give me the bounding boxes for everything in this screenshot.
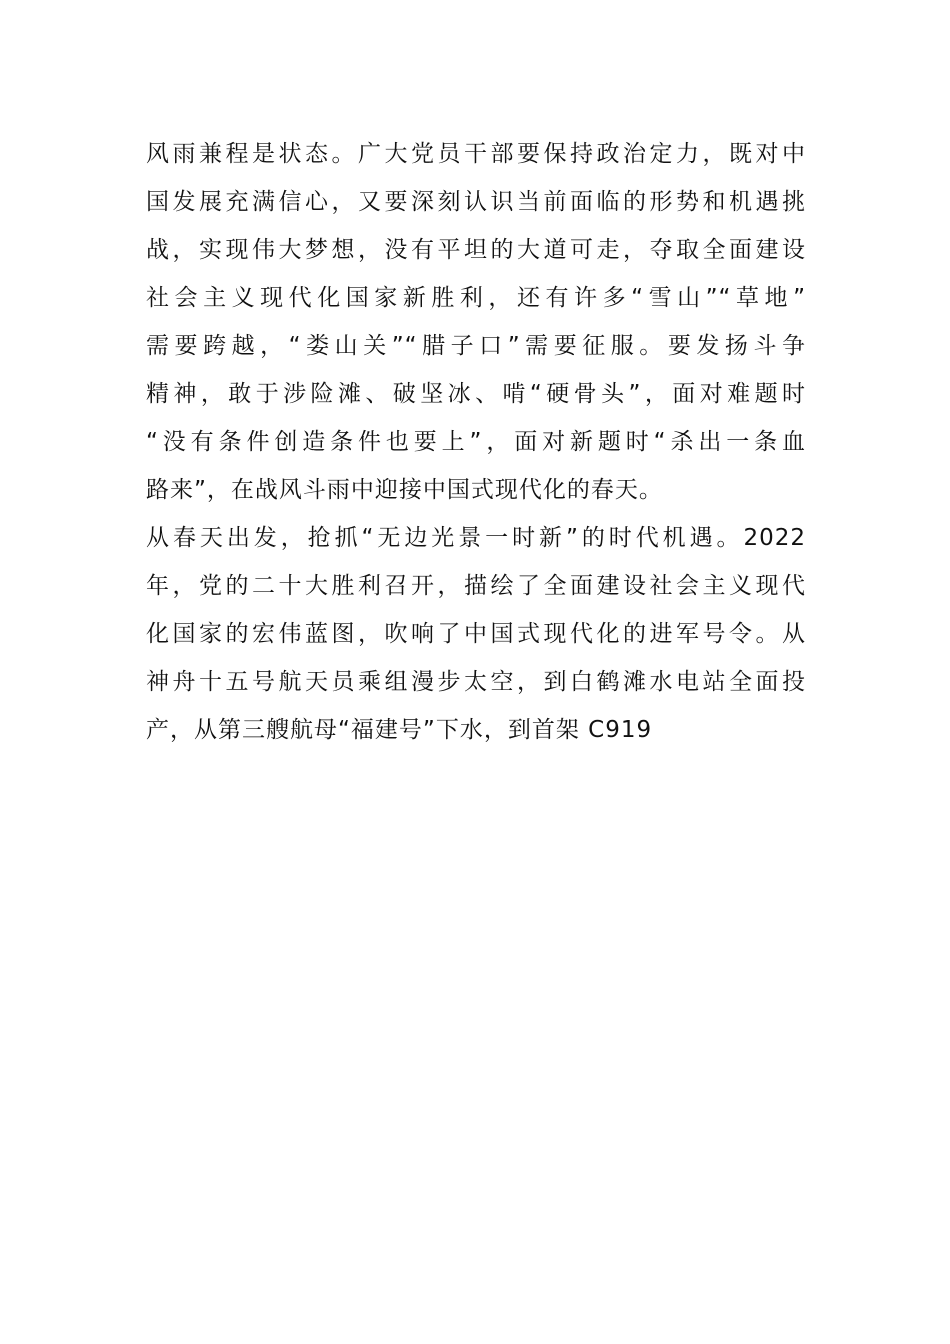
document-body bbox=[146, 130, 806, 754]
paragraph-2 bbox=[146, 514, 806, 754]
paragraph-line: 化国家的宏伟蓝图，吹响了中国式现代化的进军号令。从 bbox=[146, 621, 806, 647]
paragraph-line: 风雨兼程是状态。广大党员干部要保持政治定力，既对中 bbox=[146, 141, 806, 167]
paragraph-line: 需要跨越，“娄山关”“腊子口”需要征服。要发扬斗争 bbox=[146, 333, 806, 359]
paragraph-line: 年，党的二十大胜利召开，描绘了全面建设社会主义现代 bbox=[146, 573, 806, 599]
paragraph-line: 战，实现伟大梦想，没有平坦的大道可走，夺取全面建设 bbox=[146, 237, 806, 263]
paragraph-1 bbox=[146, 130, 806, 514]
paragraph-line: 精神，敢于涉险滩、破坚冰、啃“硬骨头”，面对难题时 bbox=[146, 381, 806, 407]
paragraph-line: 从春天出发，抢抓“无边光景一时新”的时代机遇。2022 bbox=[146, 525, 806, 551]
paragraph-line: 神舟十五号航天员乘组漫步太空，到白鹤滩水电站全面投 bbox=[146, 669, 806, 695]
paragraph-line: 产，从第三艘航母“福建号”下水，到首架 C919 bbox=[146, 717, 653, 743]
paragraph-line: 路来”，在战风斗雨中迎接中国式现代化的春天。 bbox=[146, 477, 663, 503]
paragraph-line: 社会主义现代化国家新胜利，还有许多“雪山”“草地” bbox=[146, 285, 806, 311]
paragraph-line: 国发展充满信心，又要深刻认识当前面临的形势和机遇挑 bbox=[146, 189, 806, 215]
paragraph-line: “没有条件创造条件也要上”，面对新题时“杀出一条血 bbox=[146, 429, 806, 455]
